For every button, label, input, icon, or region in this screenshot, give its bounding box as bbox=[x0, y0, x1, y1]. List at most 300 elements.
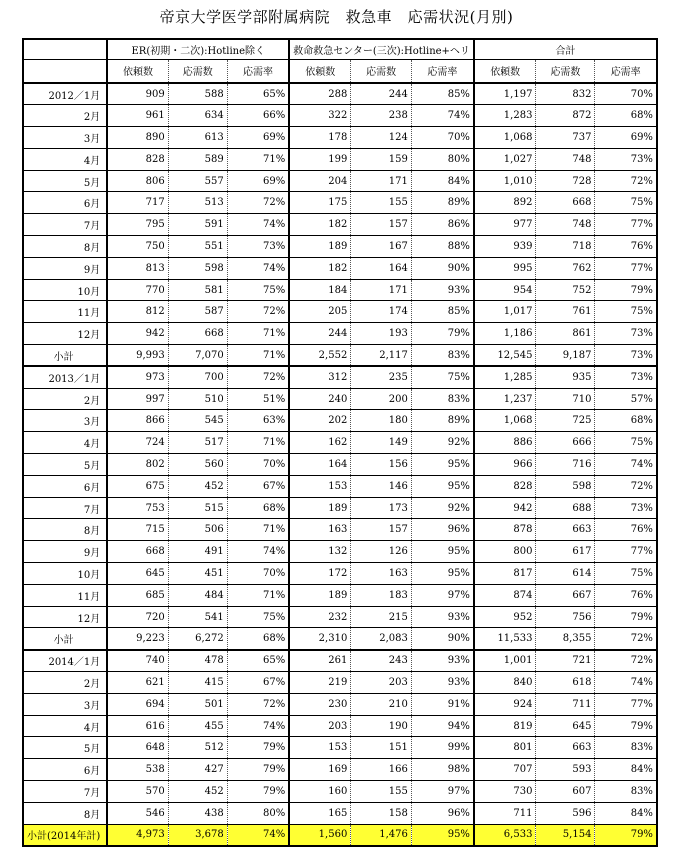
table-cell: 675 bbox=[107, 475, 168, 497]
table-row bbox=[23, 236, 657, 258]
table-cell: 72% bbox=[227, 192, 289, 214]
table-cell: 935 bbox=[536, 366, 595, 388]
column-header: 応需率 bbox=[411, 59, 474, 83]
row-label: 5月 bbox=[23, 737, 107, 759]
table-cell: 75% bbox=[595, 192, 657, 214]
table-cell: 6,533 bbox=[474, 824, 536, 846]
table-cell: 1,027 bbox=[474, 148, 536, 170]
table-cell: 232 bbox=[289, 606, 351, 628]
table-cell: 68% bbox=[227, 628, 289, 650]
table-row bbox=[23, 410, 657, 432]
table-cell: 1,068 bbox=[474, 127, 536, 149]
table-cell: 205 bbox=[289, 301, 351, 323]
table-cell: 71% bbox=[227, 584, 289, 606]
table-cell: 164 bbox=[289, 454, 351, 476]
table-cell: 1,197 bbox=[474, 83, 536, 105]
table-cell: 770 bbox=[107, 279, 168, 301]
table-cell: 96% bbox=[411, 802, 474, 824]
table-cell: 80% bbox=[227, 802, 289, 824]
row-label: 6月 bbox=[23, 475, 107, 497]
table-cell: 77% bbox=[595, 541, 657, 563]
table-cell: 720 bbox=[107, 606, 168, 628]
table-cell: 939 bbox=[474, 236, 536, 258]
table-cell: 230 bbox=[289, 693, 351, 715]
table-cell: 75% bbox=[595, 301, 657, 323]
table-cell: 77% bbox=[595, 257, 657, 279]
table-cell: 146 bbox=[351, 475, 412, 497]
table-row bbox=[23, 366, 657, 388]
table-cell: 65% bbox=[227, 650, 289, 672]
table-cell: 171 bbox=[351, 279, 412, 301]
table-cell: 89% bbox=[411, 410, 474, 432]
table-cell: 90% bbox=[411, 257, 474, 279]
table-cell: 455 bbox=[168, 715, 227, 737]
table-cell: 157 bbox=[351, 519, 412, 541]
table-cell: 156 bbox=[351, 454, 412, 476]
table-cell: 76% bbox=[595, 584, 657, 606]
table-cell: 909 bbox=[107, 83, 168, 105]
table-cell: 79% bbox=[227, 759, 289, 781]
row-label: 7月 bbox=[23, 781, 107, 803]
table-cell: 621 bbox=[107, 672, 168, 694]
row-label: 11月 bbox=[23, 301, 107, 323]
table-row bbox=[23, 584, 657, 606]
table-cell: 79% bbox=[595, 279, 657, 301]
table-cell: 748 bbox=[536, 148, 595, 170]
table-cell: 73% bbox=[595, 148, 657, 170]
table-cell: 85% bbox=[411, 83, 474, 105]
column-header: 依頼数 bbox=[107, 59, 168, 83]
table-row bbox=[23, 715, 657, 737]
row-label: 2014／1月 bbox=[23, 650, 107, 672]
table-cell: 715 bbox=[107, 519, 168, 541]
table-cell: 832 bbox=[536, 83, 595, 105]
table-cell: 83% bbox=[411, 345, 474, 367]
table-cell: 261 bbox=[289, 650, 351, 672]
table-cell: 73% bbox=[595, 366, 657, 388]
table-row bbox=[23, 454, 657, 476]
table-cell: 203 bbox=[351, 672, 412, 694]
table-cell: 93% bbox=[411, 279, 474, 301]
table-cell: 97% bbox=[411, 584, 474, 606]
table-cell: 2,083 bbox=[351, 628, 412, 650]
table-cell: 76% bbox=[595, 236, 657, 258]
table-row bbox=[23, 737, 657, 759]
table-cell: 153 bbox=[289, 737, 351, 759]
table-cell: 189 bbox=[289, 236, 351, 258]
table-cell: 153 bbox=[289, 475, 351, 497]
table-cell: 546 bbox=[107, 802, 168, 824]
table-cell: 74% bbox=[411, 105, 474, 127]
table-cell: 74% bbox=[595, 672, 657, 694]
table-cell: 724 bbox=[107, 432, 168, 454]
table-cell: 126 bbox=[351, 541, 412, 563]
column-header: 応需数 bbox=[168, 59, 227, 83]
table-cell: 166 bbox=[351, 759, 412, 781]
table-cell: 79% bbox=[595, 824, 657, 846]
table-row bbox=[23, 606, 657, 628]
table-cell: 717 bbox=[107, 192, 168, 214]
table-cell: 9,223 bbox=[107, 628, 168, 650]
table-cell: 69% bbox=[227, 170, 289, 192]
table-cell: 91% bbox=[411, 693, 474, 715]
table-cell: 70% bbox=[227, 563, 289, 585]
table-cell: 93% bbox=[411, 650, 474, 672]
table-cell: 174 bbox=[351, 301, 412, 323]
table-cell: 872 bbox=[536, 105, 595, 127]
table-cell: 124 bbox=[351, 127, 412, 149]
table-cell: 688 bbox=[536, 497, 595, 519]
row-label: 4月 bbox=[23, 715, 107, 737]
table-cell: 204 bbox=[289, 170, 351, 192]
table-cell: 98% bbox=[411, 759, 474, 781]
table-cell: 12,545 bbox=[474, 345, 536, 367]
table-cell: 75% bbox=[227, 606, 289, 628]
table-cell: 721 bbox=[536, 650, 595, 672]
table-cell: 517 bbox=[168, 432, 227, 454]
table-row bbox=[23, 388, 657, 410]
table-cell: 506 bbox=[168, 519, 227, 541]
table-cell: 685 bbox=[107, 584, 168, 606]
row-label: 2月 bbox=[23, 388, 107, 410]
table-cell: 165 bbox=[289, 802, 351, 824]
table-cell: 581 bbox=[168, 279, 227, 301]
table-cell: 90% bbox=[411, 628, 474, 650]
table-cell: 169 bbox=[289, 759, 351, 781]
group-header-emergency: 救命救急センター(三次):Hotline+ヘリ bbox=[289, 39, 474, 59]
table-cell: 68% bbox=[595, 105, 657, 127]
table-cell: 72% bbox=[227, 693, 289, 715]
table-cell: 79% bbox=[595, 606, 657, 628]
table-cell: 95% bbox=[411, 475, 474, 497]
table-cell: 67% bbox=[227, 475, 289, 497]
table-cell: 588 bbox=[168, 83, 227, 105]
table-cell: 737 bbox=[536, 127, 595, 149]
table-cell: 93% bbox=[411, 606, 474, 628]
table-row bbox=[23, 148, 657, 170]
table-cell: 69% bbox=[227, 127, 289, 149]
row-label: 2013／1月 bbox=[23, 366, 107, 388]
row-label: 12月 bbox=[23, 606, 107, 628]
table-cell: 79% bbox=[227, 781, 289, 803]
table-row bbox=[23, 519, 657, 541]
table-cell: 76% bbox=[595, 519, 657, 541]
table-cell: 593 bbox=[536, 759, 595, 781]
table-cell: 235 bbox=[351, 366, 412, 388]
table-cell: 892 bbox=[474, 192, 536, 214]
table-cell: 72% bbox=[595, 628, 657, 650]
table-cell: 68% bbox=[595, 410, 657, 432]
group-header-total: 合計 bbox=[474, 39, 657, 59]
table-cell: 510 bbox=[168, 388, 227, 410]
table-cell: 95% bbox=[411, 541, 474, 563]
table-cell: 614 bbox=[536, 563, 595, 585]
table-cell: 83% bbox=[595, 737, 657, 759]
table-cell: 512 bbox=[168, 737, 227, 759]
table-cell: 74% bbox=[227, 541, 289, 563]
monthly-ambulance-table bbox=[22, 38, 658, 847]
table-cell: 8,355 bbox=[536, 628, 595, 650]
table-cell: 668 bbox=[168, 323, 227, 345]
table-cell: 6,272 bbox=[168, 628, 227, 650]
table-cell: 840 bbox=[474, 672, 536, 694]
table-cell: 99% bbox=[411, 737, 474, 759]
table-row bbox=[23, 83, 657, 105]
table-cell: 648 bbox=[107, 737, 168, 759]
row-label: 8月 bbox=[23, 236, 107, 258]
table-cell: 199 bbox=[289, 148, 351, 170]
table-cell: 762 bbox=[536, 257, 595, 279]
table-cell: 952 bbox=[474, 606, 536, 628]
table-cell: 513 bbox=[168, 192, 227, 214]
table-body bbox=[23, 39, 657, 846]
table-cell: 812 bbox=[107, 301, 168, 323]
table-cell: 89% bbox=[411, 192, 474, 214]
table-cell: 828 bbox=[107, 148, 168, 170]
page-title: 帝京大学医学部附属病院 救急車 応需状況(月別) bbox=[159, 8, 514, 26]
table-cell: 200 bbox=[351, 388, 412, 410]
row-label: 7月 bbox=[23, 497, 107, 519]
table-cell: 718 bbox=[536, 236, 595, 258]
table-cell: 71% bbox=[227, 323, 289, 345]
row-label: 小計 bbox=[23, 345, 107, 367]
table-cell: 160 bbox=[289, 781, 351, 803]
table-cell: 69% bbox=[595, 127, 657, 149]
table-row bbox=[23, 127, 657, 149]
table-cell: 210 bbox=[351, 693, 412, 715]
table-row bbox=[23, 693, 657, 715]
table-cell: 700 bbox=[168, 366, 227, 388]
group-header-er: ER(初期・二次):Hotline除く bbox=[107, 39, 289, 59]
table-cell: 3,678 bbox=[168, 824, 227, 846]
table-row bbox=[23, 432, 657, 454]
row-label: 8月 bbox=[23, 802, 107, 824]
table-cell: 155 bbox=[351, 781, 412, 803]
table-cell: 71% bbox=[227, 345, 289, 367]
table-cell: 132 bbox=[289, 541, 351, 563]
table-cell: 215 bbox=[351, 606, 412, 628]
table-cell: 93% bbox=[411, 672, 474, 694]
table-cell: 973 bbox=[107, 366, 168, 388]
sub-header-row bbox=[23, 59, 657, 83]
table-cell: 159 bbox=[351, 148, 412, 170]
table-cell: 591 bbox=[168, 214, 227, 236]
table-cell: 84% bbox=[595, 802, 657, 824]
corner-cell bbox=[23, 39, 107, 59]
table-cell: 95% bbox=[411, 824, 474, 846]
table-cell: 70% bbox=[595, 83, 657, 105]
table-row bbox=[23, 323, 657, 345]
table-cell: 70% bbox=[227, 454, 289, 476]
table-cell: 560 bbox=[168, 454, 227, 476]
table-row bbox=[23, 279, 657, 301]
table-cell: 725 bbox=[536, 410, 595, 432]
table-cell: 484 bbox=[168, 584, 227, 606]
row-label: 9月 bbox=[23, 257, 107, 279]
table-cell: 874 bbox=[474, 584, 536, 606]
table-cell: 84% bbox=[595, 759, 657, 781]
table-cell: 711 bbox=[536, 693, 595, 715]
table-cell: 83% bbox=[411, 388, 474, 410]
subtotal-row bbox=[23, 628, 657, 650]
table-cell: 427 bbox=[168, 759, 227, 781]
table-cell: 753 bbox=[107, 497, 168, 519]
table-cell: 728 bbox=[536, 170, 595, 192]
table-cell: 158 bbox=[351, 802, 412, 824]
table-cell: 819 bbox=[474, 715, 536, 737]
table-cell: 184 bbox=[289, 279, 351, 301]
table-cell: 79% bbox=[411, 323, 474, 345]
table-cell: 607 bbox=[536, 781, 595, 803]
table-cell: 312 bbox=[289, 366, 351, 388]
table-row bbox=[23, 214, 657, 236]
table-cell: 668 bbox=[536, 192, 595, 214]
table-cell: 538 bbox=[107, 759, 168, 781]
table-cell: 761 bbox=[536, 301, 595, 323]
table-cell: 5,154 bbox=[536, 824, 595, 846]
table-cell: 2,552 bbox=[289, 345, 351, 367]
table-cell: 95% bbox=[411, 454, 474, 476]
table-cell: 1,476 bbox=[351, 824, 412, 846]
table-cell: 164 bbox=[351, 257, 412, 279]
table-cell: 75% bbox=[227, 279, 289, 301]
table-cell: 74% bbox=[595, 454, 657, 476]
table-cell: 288 bbox=[289, 83, 351, 105]
table-row bbox=[23, 802, 657, 824]
table-cell: 149 bbox=[351, 432, 412, 454]
column-header: 応需数 bbox=[536, 59, 595, 83]
table-cell: 634 bbox=[168, 105, 227, 127]
table-cell: 84% bbox=[411, 170, 474, 192]
row-label: 10月 bbox=[23, 279, 107, 301]
table-cell: 163 bbox=[351, 563, 412, 585]
table-cell: 942 bbox=[474, 497, 536, 519]
table-cell: 616 bbox=[107, 715, 168, 737]
table-cell: 598 bbox=[168, 257, 227, 279]
table-cell: 7,070 bbox=[168, 345, 227, 367]
table-cell: 167 bbox=[351, 236, 412, 258]
table-cell: 828 bbox=[474, 475, 536, 497]
table-cell: 180 bbox=[351, 410, 412, 432]
table-cell: 570 bbox=[107, 781, 168, 803]
row-label: 4月 bbox=[23, 148, 107, 170]
table-cell: 415 bbox=[168, 672, 227, 694]
row-label: 7月 bbox=[23, 214, 107, 236]
table-cell: 596 bbox=[536, 802, 595, 824]
table-cell: 244 bbox=[289, 323, 351, 345]
table-cell: 707 bbox=[474, 759, 536, 781]
table-row bbox=[23, 781, 657, 803]
table-cell: 1,017 bbox=[474, 301, 536, 323]
row-label: 6月 bbox=[23, 759, 107, 781]
table-cell: 182 bbox=[289, 214, 351, 236]
table-cell: 668 bbox=[107, 541, 168, 563]
table-cell: 79% bbox=[227, 737, 289, 759]
table-cell: 151 bbox=[351, 737, 412, 759]
table-cell: 243 bbox=[351, 650, 412, 672]
table-cell: 193 bbox=[351, 323, 412, 345]
table-cell: 77% bbox=[595, 214, 657, 236]
row-label: 5月 bbox=[23, 170, 107, 192]
table-cell: 740 bbox=[107, 650, 168, 672]
table-cell: 2,310 bbox=[289, 628, 351, 650]
table-cell: 756 bbox=[536, 606, 595, 628]
table-cell: 806 bbox=[107, 170, 168, 192]
table-cell: 748 bbox=[536, 214, 595, 236]
table-cell: 802 bbox=[107, 454, 168, 476]
row-label: 8月 bbox=[23, 519, 107, 541]
table-cell: 1,001 bbox=[474, 650, 536, 672]
row-label: 小計 bbox=[23, 628, 107, 650]
table-cell: 545 bbox=[168, 410, 227, 432]
column-header: 依頼数 bbox=[474, 59, 536, 83]
table-cell: 97% bbox=[411, 781, 474, 803]
table-cell: 175 bbox=[289, 192, 351, 214]
table-cell: 491 bbox=[168, 541, 227, 563]
row-label: 9月 bbox=[23, 541, 107, 563]
table-cell: 68% bbox=[227, 497, 289, 519]
table-cell: 73% bbox=[595, 323, 657, 345]
table-cell: 813 bbox=[107, 257, 168, 279]
row-label: 4月 bbox=[23, 432, 107, 454]
table-cell: 878 bbox=[474, 519, 536, 541]
table-cell: 551 bbox=[168, 236, 227, 258]
table-cell: 178 bbox=[289, 127, 351, 149]
table-cell: 711 bbox=[474, 802, 536, 824]
row-label: 6月 bbox=[23, 192, 107, 214]
table-cell: 77% bbox=[595, 693, 657, 715]
table-cell: 886 bbox=[474, 432, 536, 454]
table-cell: 452 bbox=[168, 475, 227, 497]
table-cell: 66% bbox=[227, 105, 289, 127]
table-cell: 172 bbox=[289, 563, 351, 585]
table-row bbox=[23, 192, 657, 214]
table-cell: 75% bbox=[595, 563, 657, 585]
table-cell: 171 bbox=[351, 170, 412, 192]
table-cell: 75% bbox=[411, 366, 474, 388]
table-cell: 1,186 bbox=[474, 323, 536, 345]
table-cell: 80% bbox=[411, 148, 474, 170]
column-header: 依頼数 bbox=[289, 59, 351, 83]
row-label: 2012／1月 bbox=[23, 83, 107, 105]
table-cell: 219 bbox=[289, 672, 351, 694]
table-cell: 694 bbox=[107, 693, 168, 715]
table-row bbox=[23, 672, 657, 694]
table-cell: 63% bbox=[227, 410, 289, 432]
table-cell: 452 bbox=[168, 781, 227, 803]
table-cell: 162 bbox=[289, 432, 351, 454]
table-cell: 202 bbox=[289, 410, 351, 432]
table-cell: 183 bbox=[351, 584, 412, 606]
table-cell: 322 bbox=[289, 105, 351, 127]
table-cell: 65% bbox=[227, 83, 289, 105]
table-cell: 1,237 bbox=[474, 388, 536, 410]
table-cell: 666 bbox=[536, 432, 595, 454]
table-row bbox=[23, 257, 657, 279]
table-cell: 9,993 bbox=[107, 345, 168, 367]
table-cell: 997 bbox=[107, 388, 168, 410]
table-row bbox=[23, 475, 657, 497]
row-label: 10月 bbox=[23, 563, 107, 585]
table-cell: 79% bbox=[595, 715, 657, 737]
row-label: 5月 bbox=[23, 454, 107, 476]
table-cell: 667 bbox=[536, 584, 595, 606]
table-cell: 67% bbox=[227, 672, 289, 694]
table-cell: 189 bbox=[289, 497, 351, 519]
table-cell: 72% bbox=[595, 650, 657, 672]
column-header: 応需率 bbox=[227, 59, 289, 83]
table-cell: 85% bbox=[411, 301, 474, 323]
